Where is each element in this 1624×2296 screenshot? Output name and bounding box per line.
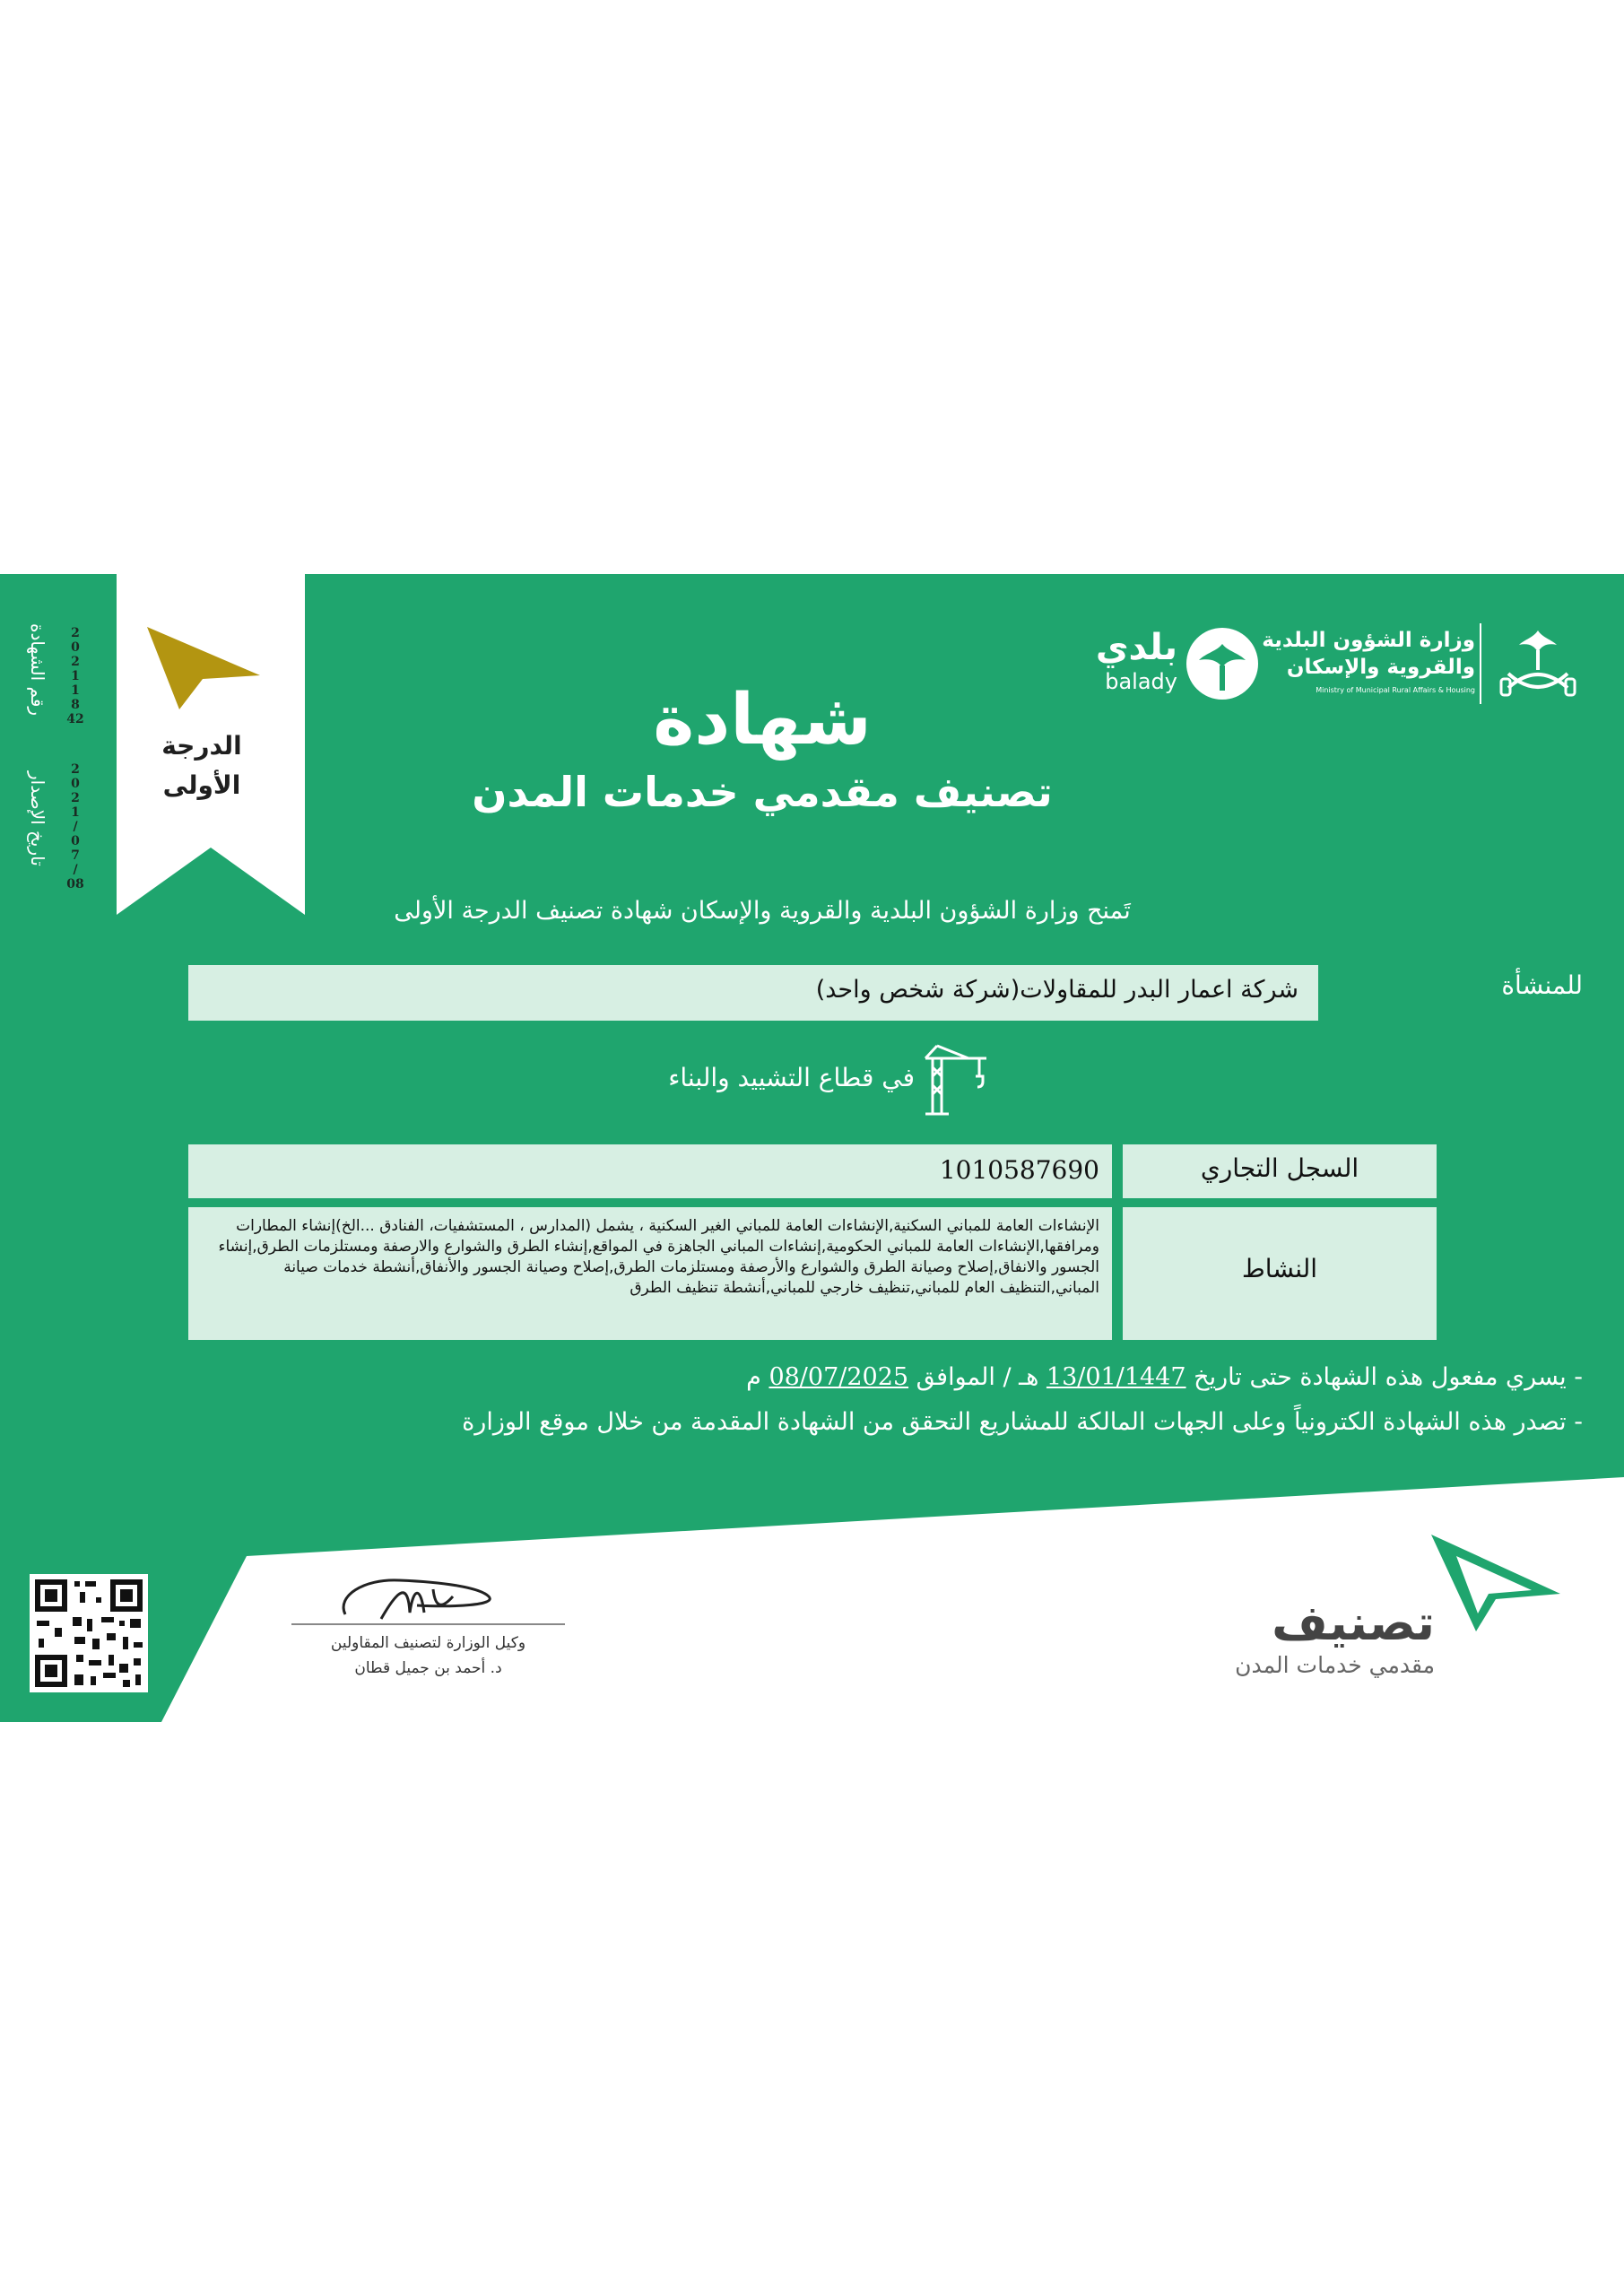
cert-number-value: 2 0 2 1 1 8 42 xyxy=(66,626,84,726)
brand-name: تصنيف xyxy=(1272,1595,1435,1651)
establishment-name-field: شركة اعمار البدر للمقاولات(شركة شخص واحد) xyxy=(188,965,1318,1021)
sector-text: في قطاع التشييد والبناء xyxy=(668,1063,915,1092)
validity-note xyxy=(148,1363,1583,1391)
issue-date-value: 2 0 2 1 / 0 7 / 08 xyxy=(66,762,84,891)
corresponding-label: الموافق xyxy=(916,1363,995,1391)
brand-tagline: مقدمي خدمات المدن xyxy=(1235,1652,1435,1678)
balady-ar: بلدي xyxy=(1095,627,1177,668)
saudi-emblem-icon xyxy=(1498,625,1578,700)
certificate xyxy=(0,574,1624,1722)
grade-line-1: الدرجة xyxy=(161,731,242,761)
date-separator: / xyxy=(1003,1363,1012,1391)
balady-logo xyxy=(1081,626,1260,707)
balady-en: balady xyxy=(1105,669,1177,694)
tasneef-logo-icon xyxy=(1426,1529,1569,1637)
signatory-name: د. أحمد بن جميل قطان xyxy=(354,1659,502,1677)
grant-statement: تَمنح وزارة الشؤون البلدية والقروية والإسكان شهادة تصنيف الدرجة الأولى xyxy=(394,897,1131,925)
qr-code xyxy=(30,1574,148,1692)
ministry-name-line-2: والقروية والإسكان xyxy=(1286,656,1475,679)
signature-line xyxy=(291,1623,565,1625)
ministry-logo xyxy=(1262,623,1578,704)
grade-line-2: الأولى xyxy=(162,770,241,800)
validity-prefix: - يسري مفعول هذه الشهادة حتى تاريخ xyxy=(1194,1363,1583,1391)
gold-arrow-icon xyxy=(143,623,265,713)
verification-note: - تصدر هذه الشهادة الكترونياً وعلى الجهات المالكة للمشاريع التحقق من الشهادة المقدمة من خلال موقع الوزارة xyxy=(462,1408,1583,1436)
commercial-register-value: 1010587690 xyxy=(188,1144,1112,1198)
activity-label: النشاط xyxy=(1123,1207,1437,1340)
palm-tree-icon xyxy=(1185,626,1260,701)
certificate-subtitle: تصنيف مقدمي خدمات المدن xyxy=(472,768,1053,816)
crane-icon xyxy=(924,1040,995,1121)
gregorian-date: 08/07/2025 xyxy=(769,1363,909,1391)
commercial-register-label: السجل التجاري xyxy=(1123,1144,1437,1198)
hijri-date: 13/01/1447 xyxy=(1046,1363,1186,1391)
hijri-suffix: هـ xyxy=(1019,1363,1039,1391)
grade-label xyxy=(135,726,269,805)
gregorian-suffix: م xyxy=(746,1363,761,1391)
establishment-label: للمنشأة xyxy=(1501,970,1583,1000)
activity-value: الإنشاءات العامة للمباني السكنية,الإنشاءات العامة للمباني الغير السكنية ، يشمل (المدارس ، المستشفيات، الفنادق ...الخ)إنشاء المطارات ومرافقها,الإنشاءات العامة للمباني الحكومية,إنشاءات المباني الجاهزة في المواقع,إنشاء الطرق والشوارع والارصفة ومستلزمات الطرق,إنشاء الجسور والانفاق,إصلاح وصيانة الطرق والشوارع والأرصفة ومستلزمات الطرق,إصلاح وصيانة الجسور والأنفاق,أنشطة خدمات صيانة المباني,التنظيف العام للمباني,تنظيف خارجي للمباني,أنشطة تنظيف الطرق xyxy=(188,1207,1112,1340)
signatory-title: وكيل الوزارة لتصنيف المقاولين xyxy=(330,1634,526,1652)
ministry-name-en: Ministry of Municipal Rural Affairs & Housing xyxy=(1316,686,1475,694)
certificate-title: شهادة xyxy=(653,680,872,761)
ministry-name-line-1: وزارة الشؤون البلدية xyxy=(1262,629,1475,652)
cert-number-label: رقم الشهادة xyxy=(27,623,48,717)
issue-date-label: تاريخ الإصدار xyxy=(27,771,48,866)
